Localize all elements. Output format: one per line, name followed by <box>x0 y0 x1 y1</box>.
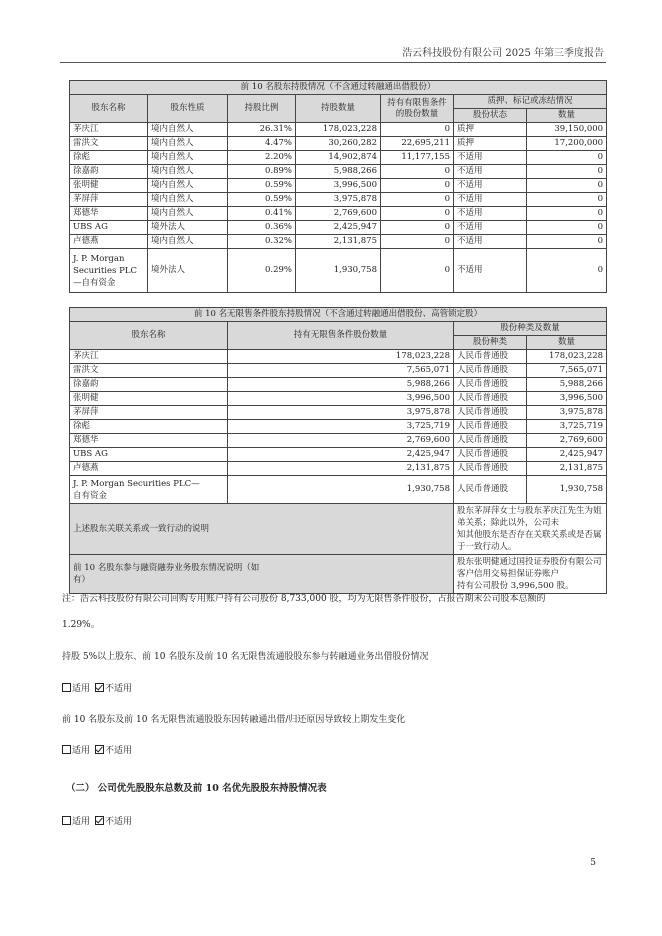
holder-name: 卢德燕 <box>70 462 228 476</box>
share-amount: 1,930,758 <box>527 476 607 504</box>
holder-name: 茅庆江 <box>70 123 148 137</box>
relation-text-line: 股东茅屏萍女士与股东茅庆江先生为姐弟关系；除此以外，公司未 <box>457 506 602 528</box>
holder-ratio: 26.31% <box>228 123 296 137</box>
holder-name: J. P. Morgan Securities PLC— <box>73 478 200 489</box>
margin-text <box>454 555 607 594</box>
holder-nature: 境内自然人 <box>148 151 228 165</box>
holder-qty: 2,769,600 <box>228 434 454 448</box>
holder-ratio: 0.32% <box>228 235 296 249</box>
lending-para: 持股 5%以上股东、前 10 名股东及前 10 名无限售流通股股东参与转融通业务出借股份情况 <box>62 652 429 662</box>
holder-qty: 30,260,282 <box>296 137 381 151</box>
holder-status: 质押 <box>454 137 527 151</box>
table-row <box>70 364 607 378</box>
holder-name: J. P. Morgan <box>73 253 125 264</box>
share-type: 人民币普通股 <box>454 364 527 378</box>
margin-text-line: 股东张明健通过国投证券股份有限公司客户信用交易担保证券账户 <box>457 557 602 579</box>
holder-restricted: 0 <box>381 165 454 179</box>
holder-nature: 境内自然人 <box>148 137 228 151</box>
not-applicable-label: 不适用 <box>105 746 133 756</box>
top10-shareholders-table <box>69 80 607 293</box>
table1-col-amount: 数量 <box>527 109 607 123</box>
share-type: 人民币普通股 <box>454 462 527 476</box>
holder-ratio: 0.41% <box>228 207 296 221</box>
holder-qty: 14,902,874 <box>296 151 381 165</box>
holder-qty: 3,725,719 <box>228 420 454 434</box>
holder-status: 不适用 <box>454 249 527 293</box>
holder-qty: 2,131,875 <box>228 462 454 476</box>
table-row <box>70 151 607 165</box>
share-amount: 3,996,500 <box>527 392 607 406</box>
holder-qty: 7,565,071 <box>228 364 454 378</box>
holder-name: 张明健 <box>70 179 148 193</box>
holder-qty: 3,996,500 <box>296 179 381 193</box>
holder-qty: 178,023,228 <box>228 350 454 364</box>
change-options <box>62 745 132 757</box>
table-row <box>70 462 607 476</box>
holder-name: 雷洪文 <box>70 364 228 378</box>
table-row <box>70 420 607 434</box>
not-applicable-label: 不适用 <box>105 684 133 694</box>
holder-ratio: 0.36% <box>228 221 296 235</box>
holder-nature: 境内自然人 <box>148 165 228 179</box>
holder-name: 徐嘉韵 <box>70 165 148 179</box>
holder-nature: 境内自然人 <box>148 207 228 221</box>
table-row <box>70 392 607 406</box>
relation-label: 上述股东关联关系或一致行动的说明 <box>70 504 454 555</box>
table2-col-type-group: 股份种类及数量 <box>454 322 607 336</box>
holder-name: UBS AG <box>70 448 228 462</box>
table-row <box>70 448 607 462</box>
holder-name: 茅屏萍 <box>70 193 148 207</box>
holder-ratio: 2.20% <box>228 151 296 165</box>
checkbox-applicable[interactable] <box>62 816 71 825</box>
holder-qty: 2,769,600 <box>296 207 381 221</box>
holder-amount: 17,200,000 <box>527 137 607 151</box>
share-amount: 2,425,947 <box>527 448 607 462</box>
table2-col-name: 股东名称 <box>70 322 228 350</box>
table2-col-qty: 持有无限售条件股份数量 <box>228 322 454 350</box>
holder-ratio: 0.89% <box>228 165 296 179</box>
share-type: 人民币普通股 <box>454 378 527 392</box>
margin-label-line: 有） <box>73 575 91 585</box>
checkbox-applicable[interactable] <box>62 745 71 754</box>
table-row <box>70 378 607 392</box>
share-type: 人民币普通股 <box>454 406 527 420</box>
holder-amount: 39,150,000 <box>527 123 607 137</box>
share-type: 人民币普通股 <box>454 420 527 434</box>
share-amount: 178,023,228 <box>527 350 607 364</box>
holder-restricted: 0 <box>381 193 454 207</box>
table2-col-amount: 数量 <box>527 336 607 350</box>
holder-status: 不适用 <box>454 165 527 179</box>
holder-ratio: 0.29% <box>228 249 296 293</box>
checkbox-applicable[interactable] <box>62 683 71 692</box>
table1-col-restricted: 持有有限售条件的股份数量 <box>381 95 454 123</box>
table1-col-pledge: 质押、标记或冻结情况 <box>454 95 607 109</box>
holder-name: 徐彪 <box>70 151 148 165</box>
holder-restricted: 0 <box>381 179 454 193</box>
share-amount: 2,769,600 <box>527 434 607 448</box>
holder-name: 张明健 <box>70 392 228 406</box>
table-row <box>70 207 607 221</box>
margin-label-line: 前 10 名股东参与融资融券业务股东情况说明（如 <box>73 563 260 573</box>
report-header: 浩云科技股份有限公司 2025 年第三季度报告 <box>402 48 604 59</box>
holder-name: 郑德华 <box>70 434 228 448</box>
table2-col-type: 股份种类 <box>454 336 527 350</box>
holder-qty: 2,425,947 <box>296 221 381 235</box>
holder-restricted: 22,695,211 <box>381 137 454 151</box>
holder-name: 徐嘉韵 <box>70 378 228 392</box>
holder-name: 徐彪 <box>70 420 228 434</box>
section-title: （二） 公司优先股股东总数及前 10 名优先股股东持股情况表 <box>66 783 327 794</box>
holder-name: —自有资金 <box>73 277 116 288</box>
holder-nature: 境内自然人 <box>148 235 228 249</box>
holder-status: 质押 <box>454 123 527 137</box>
holder-amount: 0 <box>527 249 607 293</box>
holder-status: 不适用 <box>454 193 527 207</box>
holder-ratio: 4.47% <box>228 137 296 151</box>
holder-restricted: 11,177,155 <box>381 151 454 165</box>
holder-qty: 3,975,878 <box>296 193 381 207</box>
table-row <box>70 406 607 420</box>
checkbox-not-applicable[interactable] <box>95 745 104 754</box>
share-amount: 2,131,875 <box>527 462 607 476</box>
holder-qty: 2,131,875 <box>296 235 381 249</box>
table1-col-name: 股东名称 <box>70 95 148 123</box>
table1-col-qty: 持股数量 <box>296 95 381 123</box>
table-row <box>70 350 607 364</box>
margin-label <box>70 555 454 594</box>
holder-amount: 0 <box>527 165 607 179</box>
holder-name: 郑德华 <box>70 207 148 221</box>
holder-qty: 2,425,947 <box>228 448 454 462</box>
top10-unrestricted-shareholders-table <box>69 307 607 594</box>
share-amount: 5,988,266 <box>527 378 607 392</box>
table-row <box>70 476 228 504</box>
holder-name: 卢德燕 <box>70 235 148 249</box>
share-amount: 3,725,719 <box>527 420 607 434</box>
checkbox-not-applicable[interactable] <box>95 683 104 692</box>
holder-qty: 178,023,228 <box>296 123 381 137</box>
holder-nature: 境内自然人 <box>148 179 228 193</box>
holder-status: 不适用 <box>454 151 527 165</box>
holder-status: 不适用 <box>454 221 527 235</box>
holder-nature: 境内自然人 <box>148 193 228 207</box>
share-type: 人民币普通股 <box>454 350 527 364</box>
holder-restricted: 0 <box>381 207 454 221</box>
applicable-label: 适用 <box>72 817 91 827</box>
share-type: 人民币普通股 <box>454 392 527 406</box>
table2-title: 前 10 名无限售条件股东持股情况（不含通过转融通出借股份、高管锁定股） <box>70 308 607 322</box>
holder-amount: 0 <box>527 207 607 221</box>
holder-status: 不适用 <box>454 235 527 249</box>
applicable-label: 适用 <box>72 684 91 694</box>
share-type: 人民币普通股 <box>454 448 527 462</box>
holder-amount: 0 <box>527 151 607 165</box>
table-row <box>70 434 607 448</box>
table-row <box>70 235 607 249</box>
holder-nature: 境外法人 <box>148 221 228 235</box>
share-amount: 7,565,071 <box>527 364 607 378</box>
holder-qty: 3,996,500 <box>228 392 454 406</box>
table1-col-ratio: 持股比例 <box>228 95 296 123</box>
table-row <box>70 193 607 207</box>
holder-name: Securities PLC <box>73 265 137 276</box>
buyback-note: 注：浩云科技股份有限公司回购专用账户持有公司股份 8,733,000 股，均为无限售条件股份，占报告期末公司股本总额的 <box>62 594 546 604</box>
applicable-label: 适用 <box>72 746 91 756</box>
holder-name: 茅屏萍 <box>70 406 228 420</box>
share-amount: 3,975,878 <box>527 406 607 420</box>
holder-qty: 5,988,266 <box>228 378 454 392</box>
relation-text-line: 知其他股东是否存在关联关系或是否属于一致行动人。 <box>457 530 602 552</box>
table-row <box>70 137 607 151</box>
holder-ratio: 0.59% <box>228 179 296 193</box>
not-applicable-label: 不适用 <box>105 817 133 827</box>
holder-name: UBS AG <box>70 221 148 235</box>
table-row <box>70 249 148 293</box>
holder-nature: 境内自然人 <box>148 123 228 137</box>
holder-qty: 3,975,878 <box>228 406 454 420</box>
holder-status: 不适用 <box>454 207 527 221</box>
table-row <box>70 165 607 179</box>
holder-qty: 5,988,266 <box>296 165 381 179</box>
page-number: 5 <box>590 858 596 868</box>
holder-amount: 0 <box>527 221 607 235</box>
table1-col-status: 股份状态 <box>454 109 527 123</box>
holder-amount: 0 <box>527 193 607 207</box>
share-type: 人民币普通股 <box>454 476 527 504</box>
holder-name: 自有资金 <box>73 490 108 501</box>
table-row <box>70 179 607 193</box>
table1-title: 前 10 名股东持股情况（不含通过转融通出借股份） <box>70 81 607 95</box>
checkbox-not-applicable[interactable] <box>95 816 104 825</box>
holder-nature: 境外法人 <box>148 249 228 293</box>
change-para: 前 10 名股东及前 10 名无限售流通股股东因转融通出借/归还原因导致较上期发生变化 <box>62 715 406 725</box>
holder-name: 茅庆江 <box>70 350 228 364</box>
holder-restricted: 0 <box>381 221 454 235</box>
share-type: 人民币普通股 <box>454 434 527 448</box>
table1-col-nature: 股东性质 <box>148 95 228 123</box>
holder-qty: 1,930,758 <box>296 249 381 293</box>
holder-name: 雷洪文 <box>70 137 148 151</box>
holder-restricted: 0 <box>381 235 454 249</box>
preferred-options <box>62 816 132 828</box>
holder-amount: 0 <box>527 235 607 249</box>
table-row <box>70 123 607 137</box>
holder-restricted: 0 <box>381 123 454 137</box>
holder-restricted: 0 <box>381 249 454 293</box>
relation-text <box>454 504 607 555</box>
table-row <box>70 221 607 235</box>
holder-amount: 0 <box>527 179 607 193</box>
buyback-note-cont: 1.29%。 <box>62 620 100 630</box>
lending-options <box>62 683 132 695</box>
holder-status: 不适用 <box>454 179 527 193</box>
holder-ratio: 0.59% <box>228 193 296 207</box>
header-divider <box>60 62 606 63</box>
margin-text-line: 持有公司股份 3,996,500 股。 <box>457 581 574 591</box>
holder-qty: 1,930,758 <box>228 476 454 504</box>
